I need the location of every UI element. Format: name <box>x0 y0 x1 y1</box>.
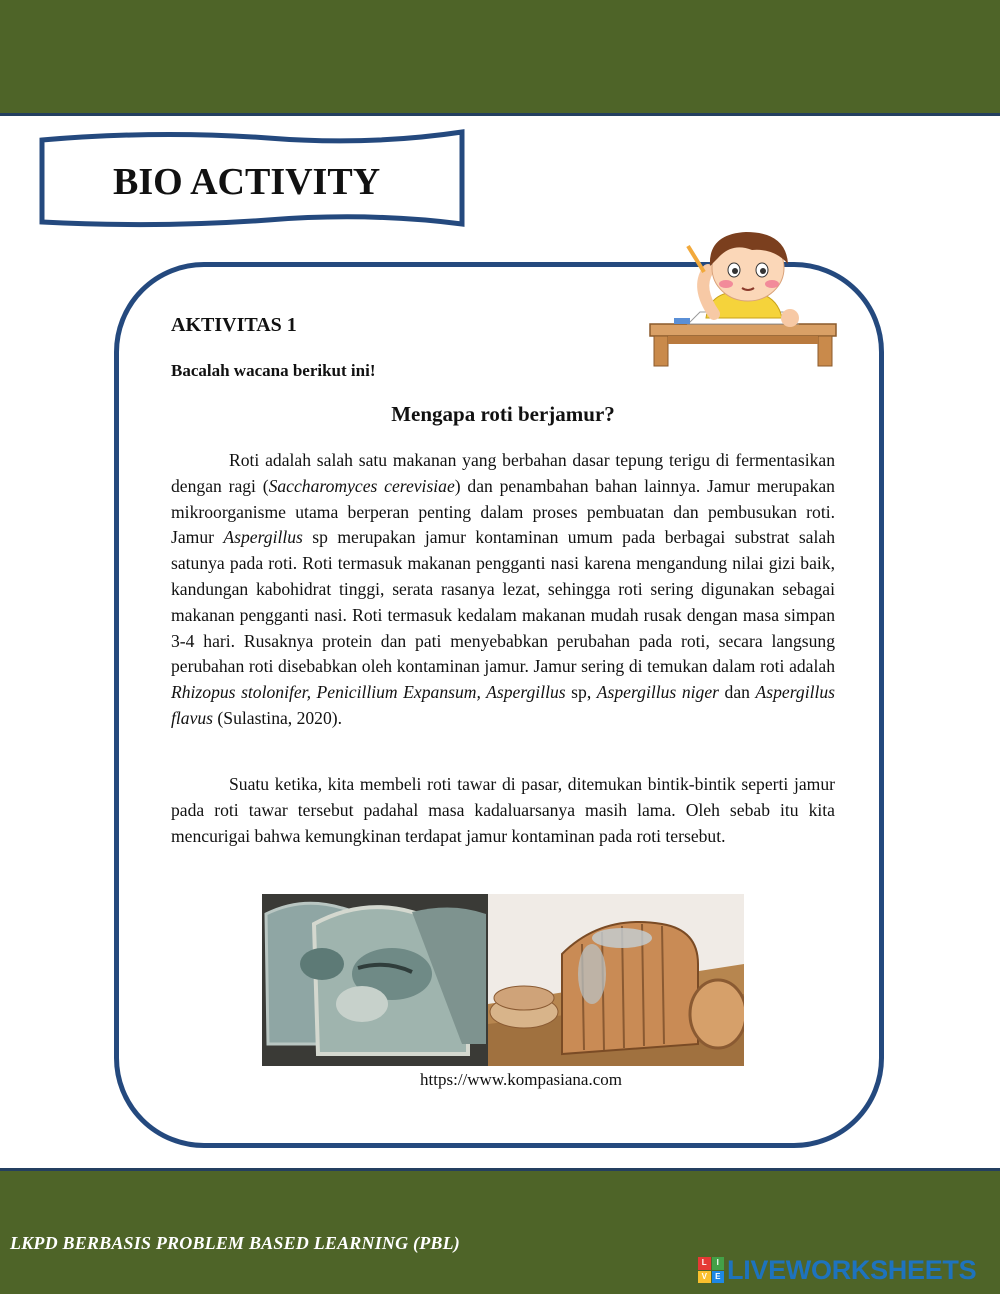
species-name: Saccharomyces cerevisiae <box>268 475 455 496</box>
banner-title: BIO ACTIVITY <box>113 161 381 203</box>
species-name: Rhizopus stolonifer, Penicillium Expansum, Aspergillus <box>171 682 566 703</box>
article-paragraph-1 <box>171 448 835 732</box>
article-paragraph-2: Suatu ketika, kita membeli roti tawar di pasar, ditemukan bintik-bintik seperti jamur pada roti tawar tersebut padahal masa kadaluarsanya masih lama. Oleh sebab itu kita mencurigai bahwa kemungkinan terdapat jamur kontaminan pada roti tersebut. <box>171 774 835 846</box>
paragraph-text: dan <box>718 682 756 703</box>
moldy-bread-photos <box>262 894 744 1066</box>
liveworksheets-logo[interactable] <box>698 1255 976 1285</box>
liveworksheets-cube-icon: L I V E <box>698 1257 724 1283</box>
paragraph-text: Roti adalah salah satu makanan yang berbahan dasar tepung terigu di fermentasikan dengan ragi ( <box>171 450 835 496</box>
species-name: Aspergillus niger <box>596 682 719 703</box>
article-title: Mengapa roti berjamur? <box>391 402 615 426</box>
paragraph-text: sp, <box>565 682 597 703</box>
reading-instruction: Bacalah wacana berikut ini! <box>171 361 376 380</box>
paragraph-text: ) dan penambahan bahan lainnya. Jamur merupakan mikroorganisme utama berperan penting dalam proses pembuatan dan pembusukan roti. Jamur <box>171 475 835 548</box>
thinking-boy-illustration <box>648 228 840 368</box>
paragraph-text: (Sulastina, 2020). <box>213 707 343 728</box>
header-band <box>0 0 1000 116</box>
liveworksheets-wordmark: LIVEWORKSHEETS <box>727 1254 977 1285</box>
footer-title: LKPD BERBASIS PROBLEM BASED LEARNING (PBL) <box>10 1233 460 1253</box>
image-source-caption: https://www.kompasiana.com <box>420 1070 622 1089</box>
activity-heading: AKTIVITAS 1 <box>171 314 297 336</box>
paragraph-text: sp merupakan jamur kontaminan umum pada berbagai substrat salah satunya pada roti. Roti termasuk makanan pengganti nasi karena mengandung nilai gizi baik, kandungan kabohidrat tinggi, serata rasanya lezat, sehingga roti sering digunakan sebagai makanan pengganti nasi. Roti termasuk kedalam makanan mudah rusak dengan masa simpan 3-4 hari. Rusaknya protein dan pati menyebabkan perubahan pada roti, secara langsung perubahan roti disebabkan oleh kontaminan jamur. Jamur sering di temukan dalam roti adalah <box>171 527 835 677</box>
species-name: Aspergillus <box>223 527 303 548</box>
species-name: Aspergillus flavus <box>171 682 835 728</box>
